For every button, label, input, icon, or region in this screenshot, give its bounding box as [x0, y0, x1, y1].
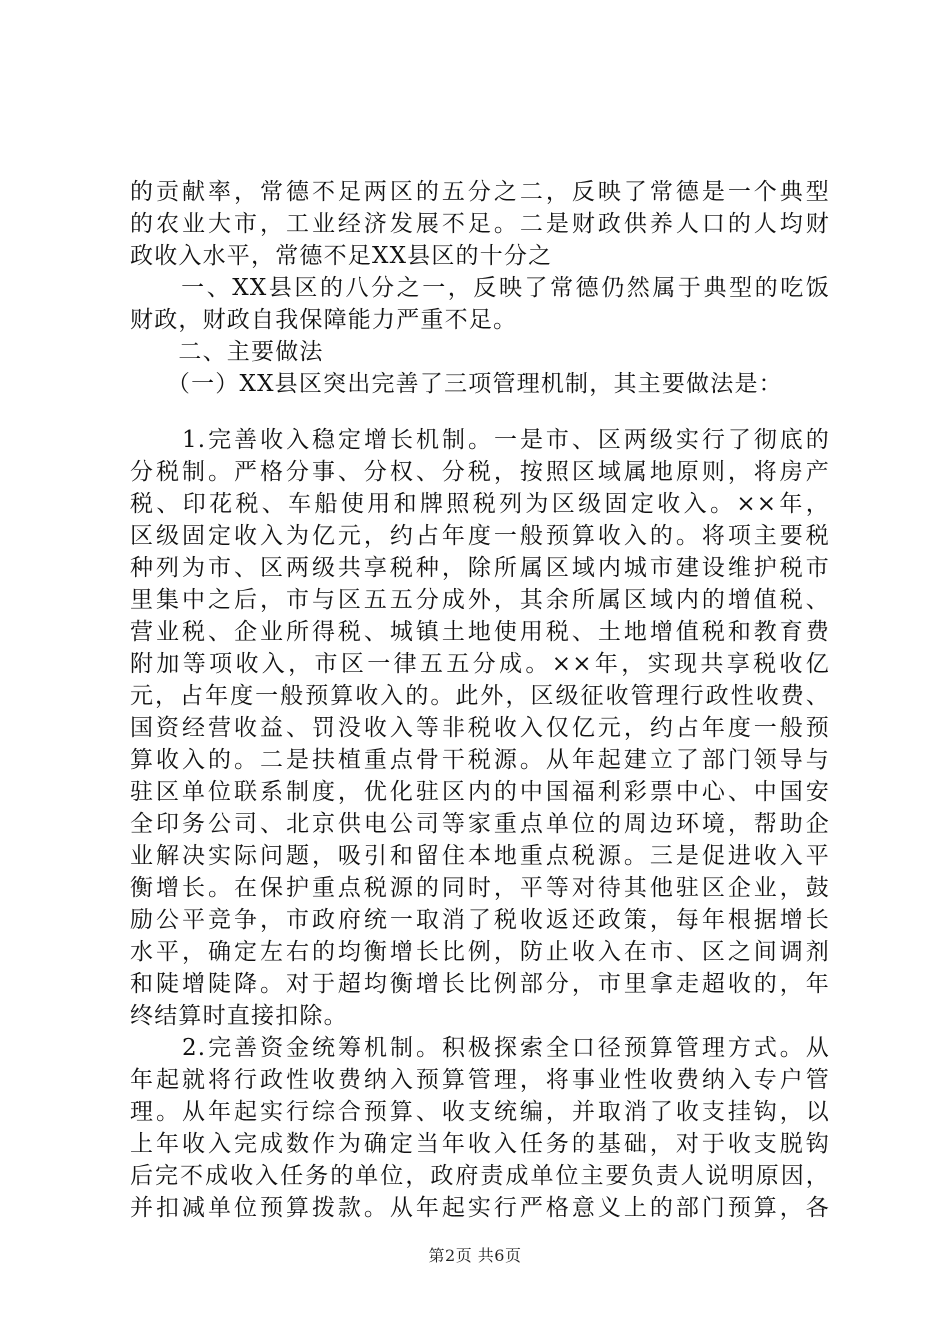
text-line: 里集中之后，市与区五五分成外，其余所属区域内的增值税、 — [130, 587, 830, 613]
text-line: 衡增长。在保护重点税源的同时，平等对待其他驻区企业，鼓 — [130, 875, 830, 901]
text-line: 后完不成收入任务的单位，政府责成单位主要负责人说明原因， — [130, 1163, 830, 1189]
text-line: 1.完善收入稳定增长机制。一是市、区两级实行了彻底的 — [130, 427, 830, 453]
paragraph-gap — [130, 400, 830, 424]
text-line: 业解决实际问题，吸引和留住本地重点税源。三是促进收入平 — [130, 843, 830, 869]
text-line: 理。从年起实行综合预算、收支统编，并取消了收支挂钩，以 — [130, 1099, 830, 1125]
text-line: （一）XX县区突出完善了三项管理机制，其主要做法是： — [130, 371, 783, 397]
text-line: 税、印花税、车船使用和牌照税列为区级固定收入。××年， — [130, 491, 830, 517]
text-line: 水平，确定左右的均衡增长比例，防止收入在市、区之间调剂 — [130, 939, 830, 965]
text-line: 算收入的。二是扶植重点骨干税源。从年起建立了部门领导与 — [130, 747, 830, 773]
text-line: 驻区单位联系制度，优化驻区内的中国福利彩票中心、中国安 — [130, 779, 830, 805]
text-line: 种列为市、区两级共享税种，除所属区域内城市建设维护税市 — [130, 555, 830, 581]
text-line: 的农业大市，工业经济发展不足。二是财政供养人口的人均财 — [130, 211, 830, 237]
text-line: 政收入水平，常德不足XX县区的十分之 — [130, 243, 553, 269]
text-line: 区级固定收入为亿元，约占年度一般预算收入的。将项主要税 — [130, 523, 830, 549]
text-line: 励公平竞争，市政府统一取消了税收返还政策，每年根据增长 — [130, 907, 830, 933]
text-line: 和陡增陡降。对于超均衡增长比例部分，市里拿走超收的，年 — [130, 971, 830, 997]
text-line: 上年收入完成数作为确定当年收入任务的基础，对于收支脱钩 — [130, 1131, 830, 1157]
text-line: 并扣减单位预算拨款。从年起实行严格意义上的部门预算，各 — [130, 1195, 830, 1221]
text-line: 财政，财政自我保障能力严重不足。 — [130, 307, 518, 333]
text-line: 元，占年度一般预算收入的。此外，区级征收管理行政性收费、 — [130, 683, 830, 709]
text-line: 分税制。严格分事、分权、分税，按照区域属地原则，将房产 — [130, 459, 830, 485]
paragraph-block-intro — [130, 176, 830, 400]
text-line: 全印务公司、北京供电公司等家重点单位的周边环境，帮助企 — [130, 811, 830, 837]
document-body — [130, 176, 830, 1224]
text-line: 附加等项收入，市区一律五五分成。××年，实现共享税收亿 — [130, 651, 830, 677]
text-line: 营业税、企业所得税、城镇土地使用税、土地增值税和教育费 — [130, 619, 830, 645]
text-line: 国资经营收益、罚没收入等非税收入仅亿元，约占年度一般预 — [130, 715, 830, 741]
text-line: 一、XX县区的八分之一，反映了常德仍然属于典型的吃饭 — [130, 275, 830, 301]
text-line: 2.完善资金统筹机制。积极探索全口径预算管理方式。从 — [130, 1035, 830, 1061]
text-line: 二、主要做法 — [130, 339, 324, 365]
text-line: 终结算时直接扣除。 — [130, 1003, 348, 1029]
text-line: 年起就将行政性收费纳入预算管理，将事业性收费纳入专户管 — [130, 1067, 830, 1093]
page-number-footer: 第2页 共6页 — [428, 1246, 522, 1265]
paragraph-block-measures — [130, 424, 830, 1224]
text-line: 的贡献率，常德不足两区的五分之二，反映了常德是一个典型 — [130, 179, 830, 205]
